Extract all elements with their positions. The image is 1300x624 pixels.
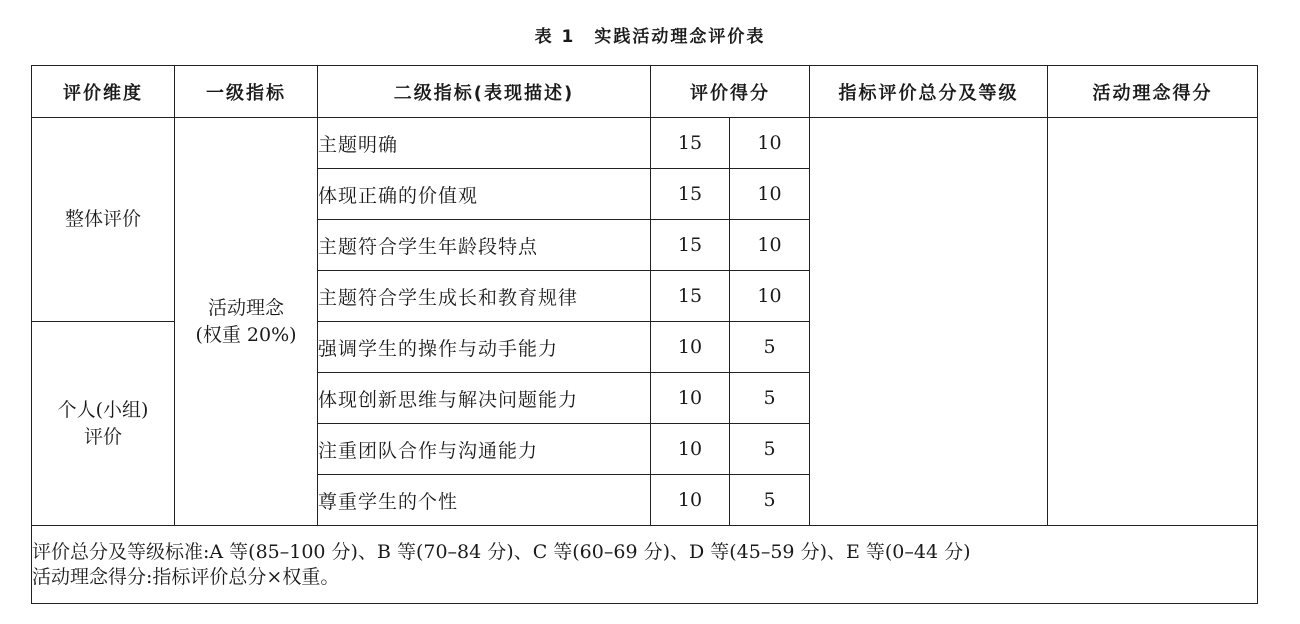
evaluation-table bbox=[31, 65, 1258, 604]
level1-weight: (权重 20%) bbox=[195, 323, 297, 346]
score-b: 10 bbox=[730, 169, 810, 220]
header-level2: 二级指标(表现描述) bbox=[318, 66, 651, 118]
level1-name: 活动理念 bbox=[207, 296, 284, 319]
header-dimension: 评价维度 bbox=[32, 66, 175, 118]
score-a: 15 bbox=[651, 169, 730, 220]
level2-description: 主题明确 bbox=[318, 118, 651, 169]
score-a: 15 bbox=[651, 118, 730, 169]
table-caption: 表 1 实践活动理念评价表 bbox=[534, 27, 766, 47]
dimension-individual bbox=[32, 322, 175, 526]
header-row bbox=[32, 66, 1258, 118]
grading-standard-note: 评价总分及等级标准:A 等(85–100 分)、B 等(70–84 分)、C 等(60–69 分)、D 等(45–59 分)、E 等(0–44 分) bbox=[32, 540, 971, 563]
table-row bbox=[32, 118, 1258, 169]
dimension-individual-line2: 评价 bbox=[83, 425, 122, 448]
level2-description: 注重团队合作与沟通能力 bbox=[318, 424, 651, 475]
level2-description: 主题符合学生年龄段特点 bbox=[318, 220, 651, 271]
score-b: 5 bbox=[730, 322, 810, 373]
score-b: 5 bbox=[730, 373, 810, 424]
score-b: 10 bbox=[730, 271, 810, 322]
score-b: 5 bbox=[730, 475, 810, 526]
total-grade-cell[interactable] bbox=[810, 118, 1048, 526]
concept-score-note: 活动理念得分:指标评价总分×权重。 bbox=[32, 565, 340, 588]
header-total-grade: 指标评价总分及等级 bbox=[810, 66, 1048, 118]
score-b: 5 bbox=[730, 424, 810, 475]
score-a: 10 bbox=[651, 475, 730, 526]
score-a: 10 bbox=[651, 322, 730, 373]
level2-description: 强调学生的操作与动手能力 bbox=[318, 322, 651, 373]
level2-description: 体现创新思维与解决问题能力 bbox=[318, 373, 651, 424]
notes-row bbox=[32, 526, 1258, 604]
score-a: 10 bbox=[651, 373, 730, 424]
header-level1: 一级指标 bbox=[175, 66, 318, 118]
dimension-overall: 整体评价 bbox=[32, 118, 175, 322]
score-b: 10 bbox=[730, 118, 810, 169]
level1-indicator bbox=[175, 118, 318, 526]
score-a: 15 bbox=[651, 271, 730, 322]
header-concept-score: 活动理念得分 bbox=[1048, 66, 1258, 118]
concept-score-cell[interactable] bbox=[1048, 118, 1258, 526]
level2-description: 主题符合学生成长和教育规律 bbox=[318, 271, 651, 322]
level2-description: 尊重学生的个性 bbox=[318, 475, 651, 526]
header-score: 评价得分 bbox=[651, 66, 810, 118]
level2-description: 体现正确的价值观 bbox=[318, 169, 651, 220]
dimension-individual-line1: 个人(小组) bbox=[57, 398, 149, 421]
notes-cell bbox=[32, 526, 1258, 604]
score-a: 10 bbox=[651, 424, 730, 475]
score-a: 15 bbox=[651, 220, 730, 271]
score-b: 10 bbox=[730, 220, 810, 271]
